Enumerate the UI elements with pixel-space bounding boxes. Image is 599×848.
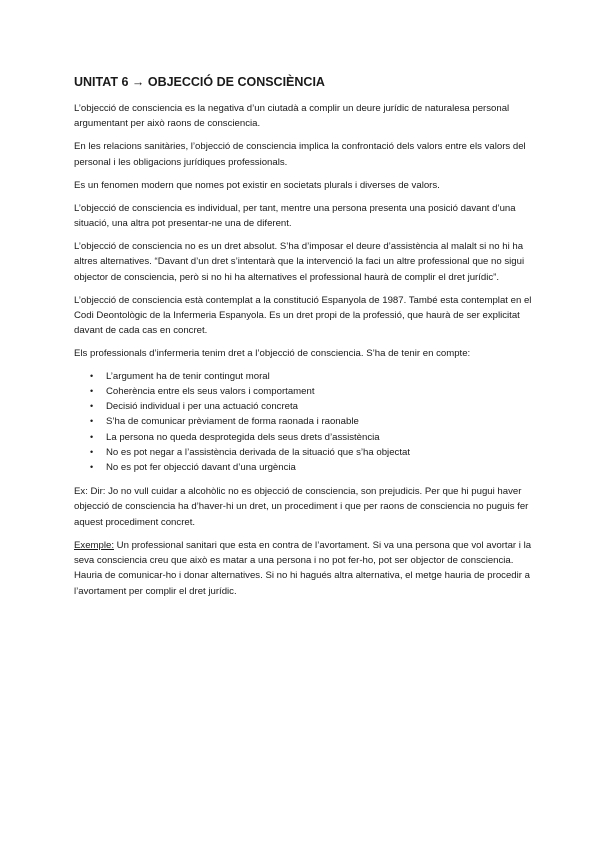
bullet-icon: • [90, 371, 94, 382]
requirements-list [74, 369, 534, 475]
bullet-icon: • [90, 461, 94, 472]
list-item: • La persona no queda desprotegida dels seus drets d’assistència [90, 430, 534, 445]
list-item: • L’argument ha de tenir contingut moral [90, 369, 534, 384]
paragraph-nursing-right: Els professionals d’infermeria tenim dret a l’objecció de consciencia. S’ha de tenir en compte: [74, 348, 471, 360]
paragraph-example-ex: Ex: Dir: Jo no vull cuidar a alcohòlic no es objecció de consciencia, son prejudicis. Per que hi pugui haver objecció de consciencia ha d’haver-hi un dret, un procediment i que per raons de consciencia no puguis fer aquest procediment concret. [74, 485, 529, 528]
paragraph-definition: L’objecció de consciencia es la negativa d’un ciutadà a complir un deure jurídic de naturalesa personal argumentant per això raons de consciencia. [74, 103, 510, 130]
bullet-icon: • [90, 431, 94, 442]
example-text: Un professional sanitari que esta en contra de l’avortament. Si va una persona que vol avortar i la seva consciencia creu que això es matar a una persona i no pot fer-ho, pot ser objector de consciencia. Hauria de comunicar-ho i donar alternatives. Si no hi hagués altra alternativa, el metge hauria de procedir a l’avortament per complir el dret jurídic. [74, 539, 532, 597]
document-title: UNITAT 6 → OBJECCIÓ DE CONSCIÈNCIA [74, 75, 325, 89]
bullet-icon: • [90, 401, 94, 412]
document-page [74, 74, 534, 607]
list-item: • No es pot fer objecció davant d’una urgència [90, 460, 534, 475]
paragraph-constitution: L’objecció de consciencia està contemplat a la constitució Espanyola de 1987. També esta contemplat en el Codi Deontològic de la Infermeria Espanyola. Es un dret propi de la professió, que haurà de ser explicitat davant de cada cas en concret. [74, 294, 532, 337]
paragraph-not-absolute: L’objecció de consciencia no es un dret absolut. S’ha d’imposar el deure d’assistència al malalt si no hi ha altres alternatives. “Davant d’un dret s’intentarà que la intervenció la faci un altre professional que no sigui objector de consciencia, però si no hi ha alternatives el professional haurà de complir el dret jurídic”. [74, 240, 525, 283]
bullet-icon: • [90, 446, 94, 457]
paragraph-modern-phenomenon: Es un fenomen modern que nomes pot existir en societats plurals i diverses de valors. [74, 179, 440, 191]
list-item: • Decisió individual i per una actuació concreta [90, 399, 534, 414]
example-label: Exemple: [74, 539, 114, 551]
paragraph-example [74, 538, 534, 600]
paragraph-individual: L’objecció de consciencia es individual, per tant, mentre una persona presenta una posició davant d’una situació, una altra pot presentar-ne una de diferent. [74, 202, 516, 229]
list-item: • No es pot negar a l’assistència derivada de la situació que s’ha objectat [90, 445, 534, 460]
bullet-icon: • [90, 386, 94, 397]
bullet-icon: • [90, 416, 94, 427]
paragraph-sanitary-relations: En les relacions sanitàries, l’objecció de consciencia implica la confrontació dels valors entre els valors del personal i les obligacions jurídiques professionals. [74, 141, 526, 168]
list-item: • S’ha de comunicar prèviament de forma raonada i raonable [90, 414, 534, 429]
list-item: • Coherència entre els seus valors i comportament [90, 384, 534, 399]
